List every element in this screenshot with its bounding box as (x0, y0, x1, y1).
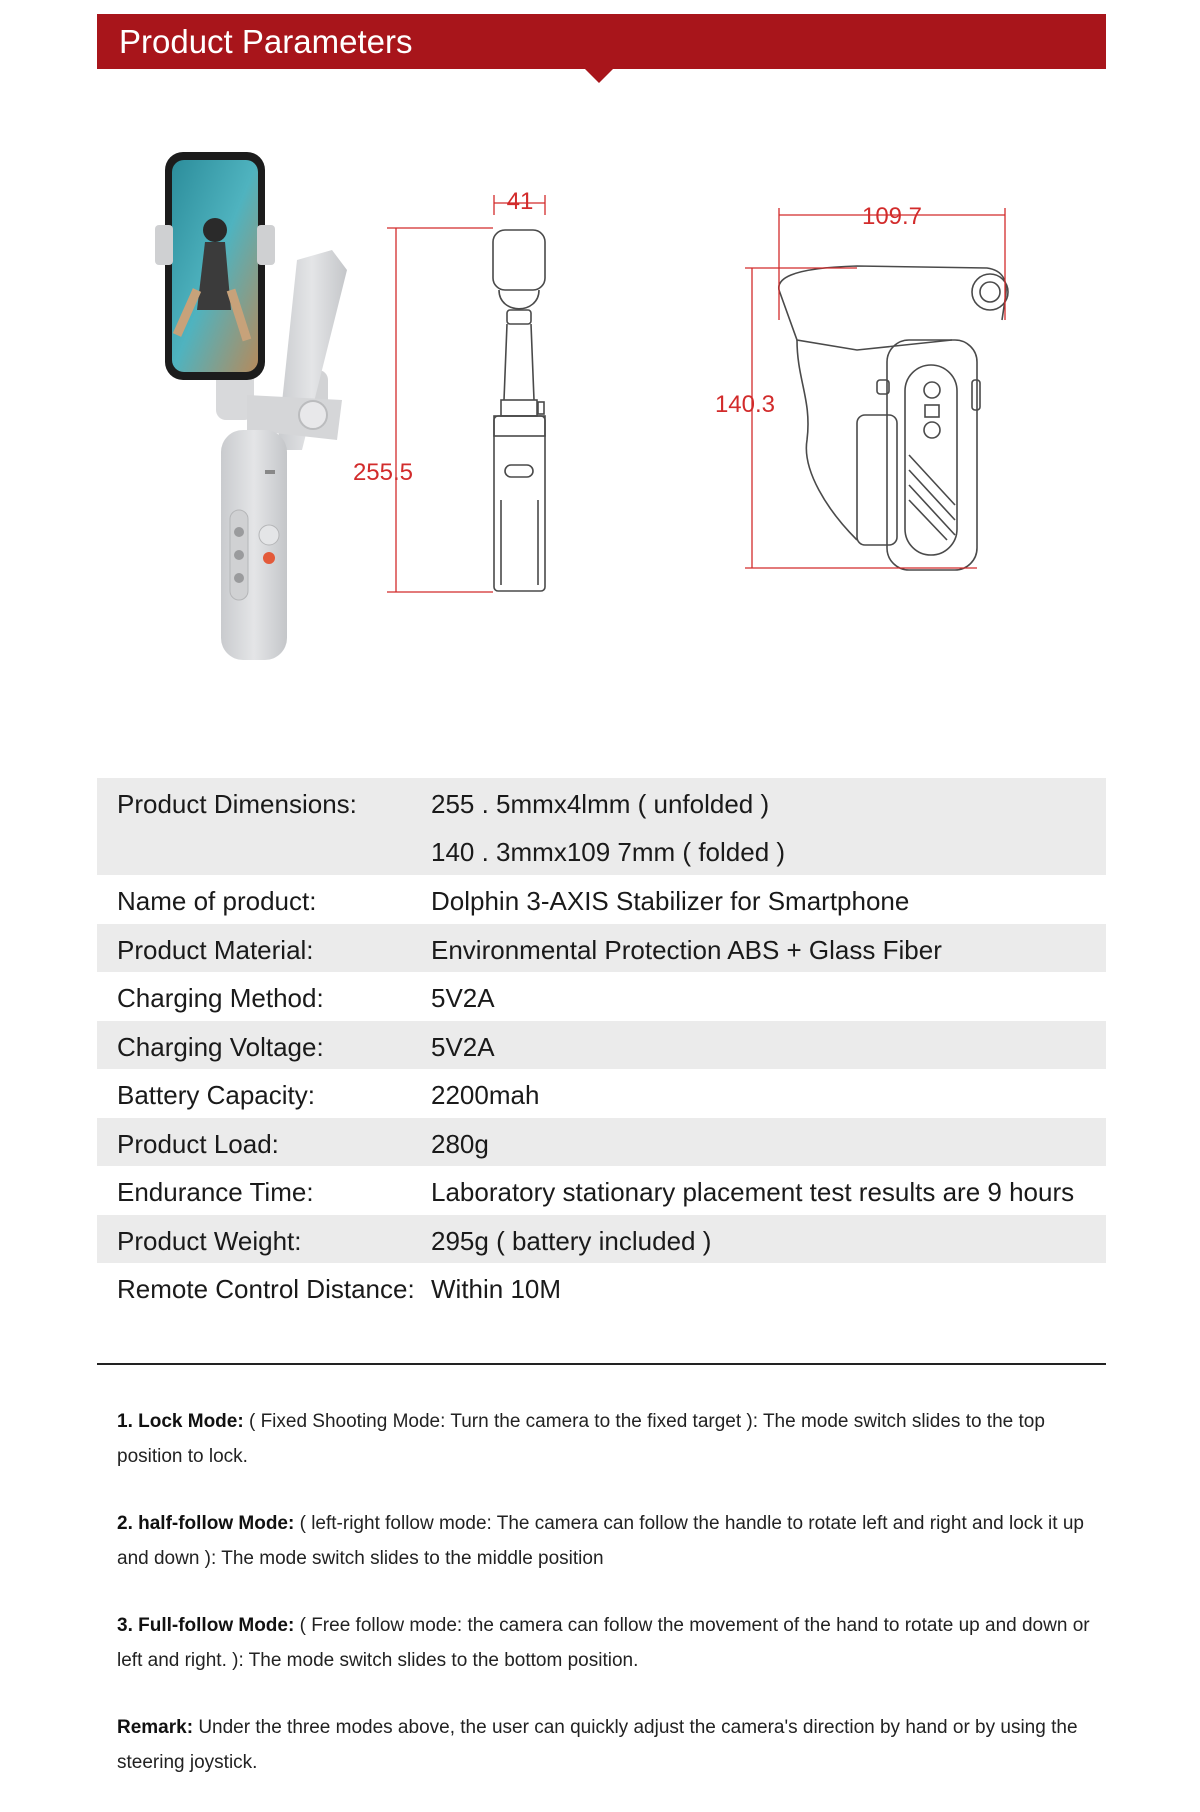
side-height-label: 255.5 (352, 459, 413, 486)
spec-label: Remote Control Distance: (117, 1274, 415, 1304)
note-text: ( left-right follow mode: The camera can follow the handle to rotate left and right and lock it up and down ): The mode switch slides to the middle position (117, 1513, 1084, 1569)
spec-value: 140 . 3mmx109 7mm ( folded ) (431, 837, 786, 867)
side-view-drawing-icon (493, 230, 545, 591)
note-half-follow-mode (117, 1506, 1097, 1576)
section-header (97, 14, 1106, 69)
folded-view-drawing-icon (779, 266, 1008, 570)
spec-row-weight (97, 1215, 1106, 1264)
spec-row-battery (97, 1069, 1106, 1118)
note-text: ( Free follow mode: the camera can follow the movement of the hand to rotate up and down or left and right. ): The mode switch slides to the bottom position. (117, 1615, 1090, 1671)
spec-row-charging-voltage (97, 1021, 1106, 1070)
spec-value: Environmental Protection ABS + Glass Fiber (431, 934, 942, 965)
spec-row-material (97, 924, 1106, 973)
section-divider (97, 1363, 1106, 1365)
gimbal-photo-icon (155, 152, 347, 660)
spec-row-remote (97, 1263, 1106, 1312)
spec-label: Charging Method: (117, 983, 324, 1013)
spec-label: Product Material: (117, 934, 314, 965)
spec-value: Laboratory stationary placement test results are 9 hours (431, 1177, 1075, 1207)
spec-label: Product Weight: (117, 1225, 302, 1256)
product-figures (97, 140, 1106, 700)
spec-value: 295g ( battery included ) (431, 1225, 712, 1256)
spec-value: 255 . 5mmx4lmm ( unfolded ) (431, 789, 770, 819)
spec-value: 280g (431, 1128, 489, 1159)
spec-value: Within 10M (431, 1274, 562, 1304)
spec-row-name (97, 875, 1106, 924)
note-full-follow-mode (117, 1608, 1097, 1678)
note-remark (117, 1710, 1097, 1780)
spec-row-dimensions (97, 778, 1106, 875)
spec-label: Product Dimensions: (117, 789, 357, 819)
product-illustrations (97, 140, 1106, 700)
folded-height-label: 140.3 (714, 391, 775, 418)
note-title: 3. Full-follow Mode: (117, 1615, 295, 1636)
spec-row-charging-method (97, 972, 1106, 1021)
note-lock-mode (117, 1404, 1097, 1474)
spec-value: Dolphin 3-AXIS Stabilizer for Smartphone (431, 886, 910, 916)
mode-notes (117, 1404, 1097, 1812)
header-notch (585, 69, 613, 83)
side-width-label: 41 (506, 188, 534, 215)
spec-value: 2200mah (431, 1080, 540, 1110)
note-title: Remark: (117, 1717, 194, 1738)
spec-value: 5V2A (431, 1031, 495, 1062)
note-text: Under the three modes above, the user can quickly adjust the camera's direction by hand or by using the steering joystick. (117, 1717, 1078, 1773)
spec-row-load (97, 1118, 1106, 1167)
spec-label: Charging Voltage: (117, 1031, 324, 1062)
spec-label: Endurance Time: (117, 1177, 314, 1207)
spec-value: 5V2A (431, 983, 495, 1013)
folded-width-label: 109.7 (861, 203, 923, 230)
spec-label: Battery Capacity: (117, 1080, 315, 1110)
spec-table (97, 778, 1106, 1312)
spec-label: Name of product: (117, 886, 317, 916)
spec-label: Product Load: (117, 1128, 279, 1159)
note-title: 2. half-follow Mode: (117, 1513, 295, 1534)
page-title: Product Parameters (119, 23, 413, 60)
spec-row-endurance (97, 1166, 1106, 1215)
note-text: ( Fixed Shooting Mode: Turn the camera to the fixed target ): The mode switch slides to the top position to lock. (117, 1411, 1045, 1467)
note-title: 1. Lock Mode: (117, 1411, 244, 1432)
